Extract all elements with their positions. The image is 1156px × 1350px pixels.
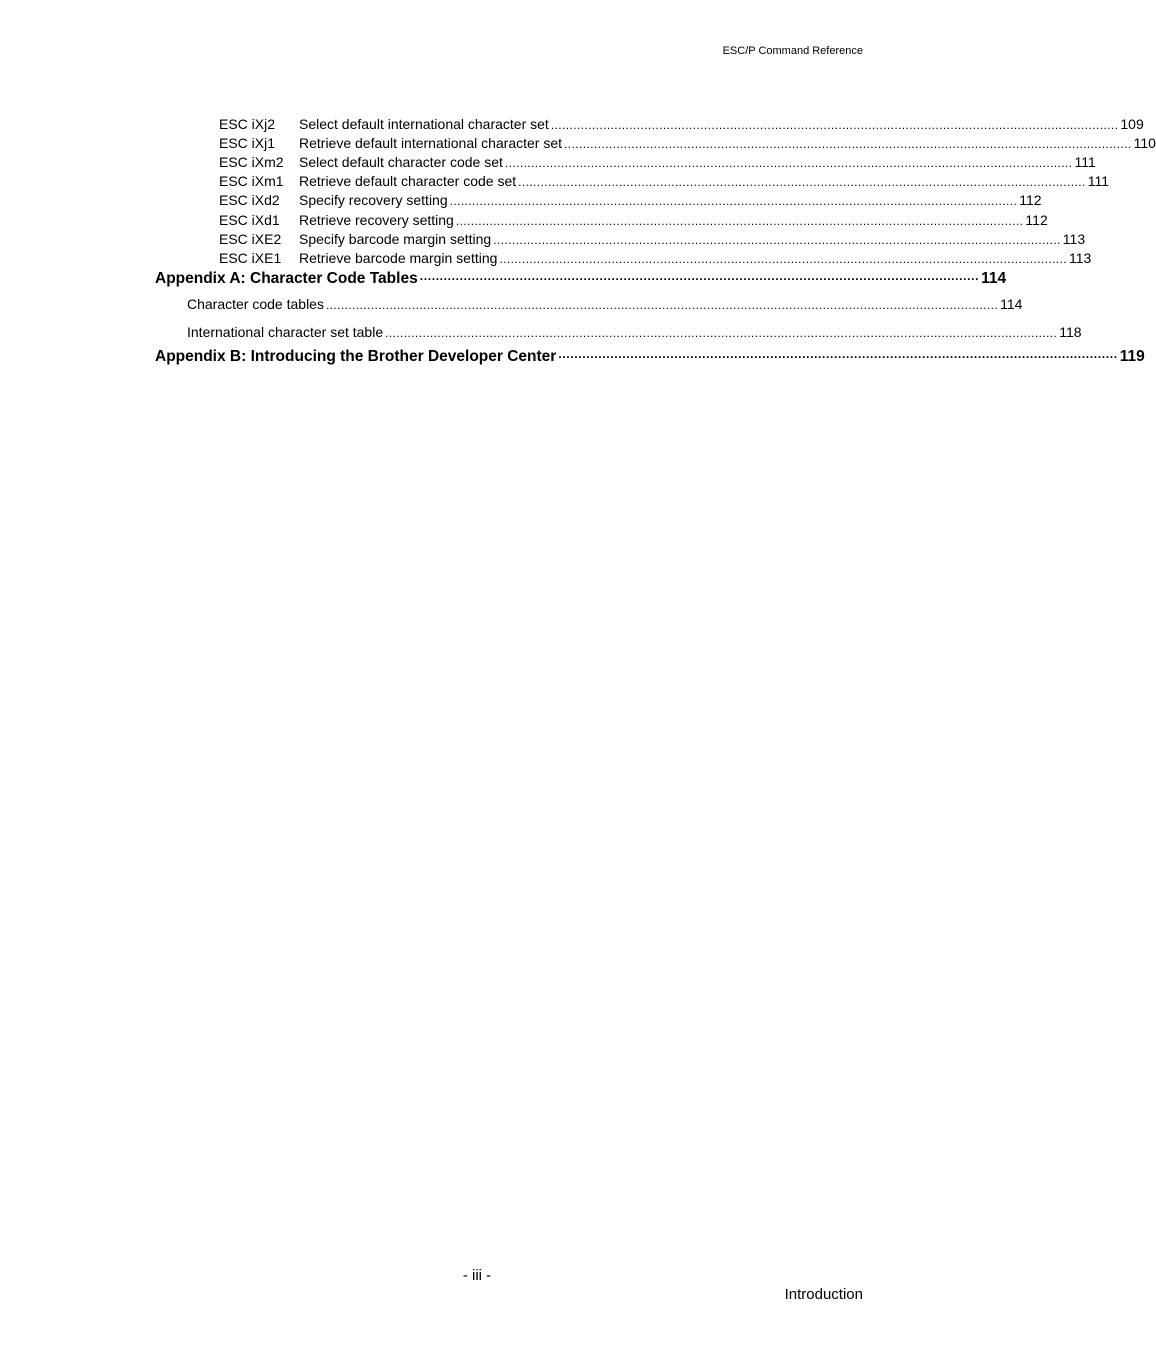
dot-leader: ....................................................................................................................................................................................: [385, 326, 1058, 340]
command-code: ESC iXj2: [219, 116, 276, 132]
page-number: 113: [1069, 250, 1092, 266]
page-number: 118: [1059, 324, 1082, 340]
dot-leader: ........................................................................................................................................................: [550, 118, 1119, 132]
appendix-title: Appendix A: Character Code Tables: [155, 270, 418, 287]
page-number: 114: [1000, 296, 1023, 312]
command-code: ESC iXd1: [219, 212, 280, 228]
dot-leader: ........................................................................................................................................................: [449, 194, 1018, 208]
section-footer: Introduction: [784, 1286, 863, 1303]
page-number: 109: [1120, 116, 1144, 132]
entry-title: Select default international character set: [299, 116, 549, 132]
toc-entry-command[interactable]: [219, 191, 1042, 210]
command-code: ESC iXm1: [219, 173, 284, 189]
page-number: 111: [1074, 154, 1096, 170]
table-of-contents: [0, 0, 1156, 400]
entry-title: Retrieve barcode margin setting: [299, 250, 498, 266]
page-number: 111: [1087, 173, 1109, 189]
command-code: ESC iXE1: [219, 250, 282, 266]
toc-entry-section[interactable]: [187, 323, 1082, 342]
command-code: ESC iXj1: [219, 135, 276, 151]
entry-title: Retrieve recovery setting: [299, 212, 454, 228]
entry-title: Specify recovery setting: [299, 192, 448, 208]
command-code: ESC iXE2: [219, 231, 282, 247]
dot-leader: ....................................................................................................................................................................................: [325, 298, 999, 312]
toc-entry-command[interactable]: [219, 134, 1156, 153]
entry-title: Specify barcode margin setting: [299, 231, 492, 247]
page-number: 119: [1119, 348, 1145, 365]
toc-entry-section[interactable]: [187, 295, 1023, 314]
command-code: ESC iXd2: [219, 192, 280, 208]
page-number: 114: [981, 270, 1007, 287]
dot-leader: ············································································································································: [558, 350, 1118, 364]
dot-leader: ············································································································································: [419, 272, 980, 286]
toc-entry-command[interactable]: [219, 172, 1109, 191]
page-number-footer: - iii -: [462, 1267, 492, 1284]
page-number: 110: [1133, 135, 1156, 151]
page-number: 112: [1019, 192, 1042, 208]
appendix-title: Appendix B: Introducing the Brother Developer Center: [155, 348, 557, 365]
dot-leader: ........................................................................................................................................................: [455, 214, 1024, 228]
dot-leader: ........................................................................................................................................................: [518, 175, 1086, 189]
dot-leader: ........................................................................................................................................................: [493, 233, 1061, 247]
toc-entry-command[interactable]: [219, 211, 1048, 230]
page-number: 112: [1025, 212, 1048, 228]
page-number: 113: [1062, 231, 1086, 247]
running-header: ESC/P Command Reference: [722, 45, 863, 57]
toc-entry-command[interactable]: [219, 153, 1096, 172]
entry-title: Retrieve default character code set: [299, 173, 517, 189]
entry-title: Select default character code set: [299, 154, 503, 170]
command-code: ESC iXm2: [219, 154, 284, 170]
toc-entry-command[interactable]: [219, 230, 1086, 249]
toc-entry-appendix-b[interactable]: [155, 346, 1145, 368]
entry-title: Character code tables: [187, 296, 324, 312]
toc-entry-appendix-a[interactable]: [155, 268, 1007, 290]
toc-entry-command[interactable]: [219, 249, 1092, 268]
dot-leader: ........................................................................................................................................................: [499, 252, 1068, 266]
dot-leader: ........................................................................................................................................................: [564, 137, 1132, 151]
toc-entry-command[interactable]: [219, 115, 1144, 134]
entry-title: International character set table: [187, 324, 384, 340]
entry-title: Retrieve default international character set: [299, 135, 563, 151]
dot-leader: ........................................................................................................................................................: [504, 156, 1073, 170]
